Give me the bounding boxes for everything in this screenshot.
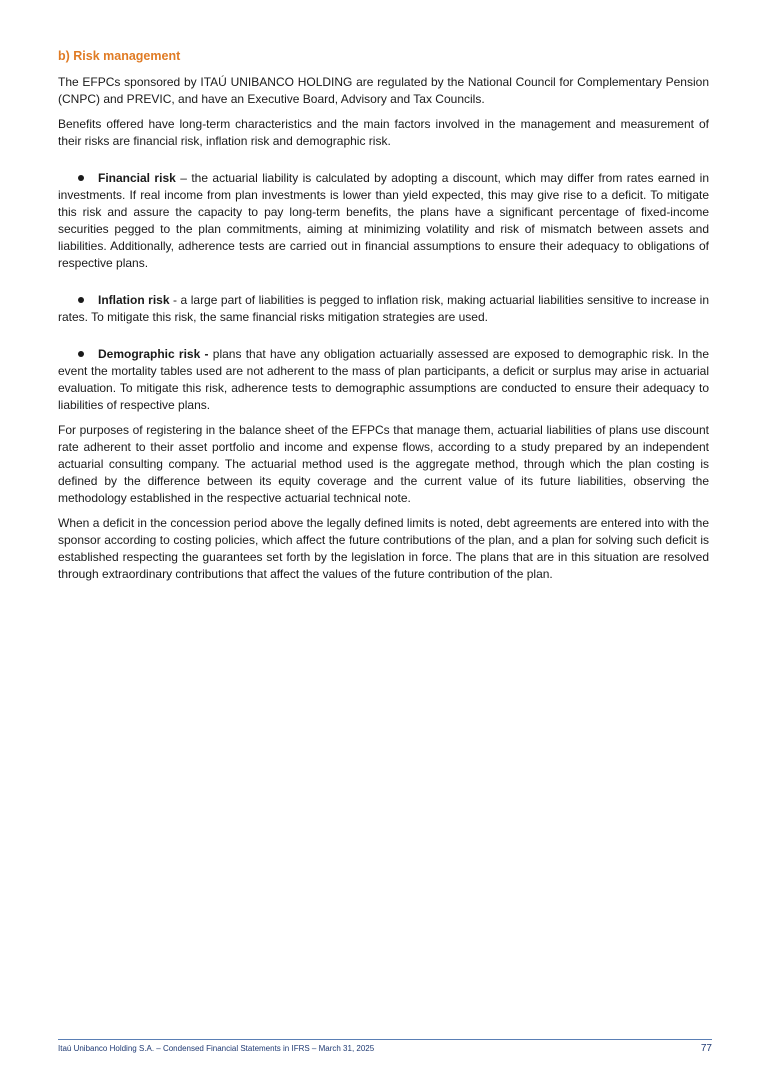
bullet-demographic-risk	[58, 346, 709, 414]
bullet-icon	[78, 297, 84, 303]
paragraph-regulation: The EFPCs sponsored by ITAÚ UNIBANCO HOLDING are regulated by the National Council for Complementary Pension (CNPC) and PREVIC, and have an Executive Board, Advisory and Tax Councils.	[58, 75, 709, 106]
paragraph-deficit: When a deficit in the concession period above the legally defined limits is noted, debt agreements are entered into with the sponsor according to costing policies, which affect the future contributions of the plan, and a plan for solving such deficit is established respecting the guarantees set forth by the legislation in force. The plans that are in this situation are resolved through extraordinary contributions that affect the values of the future contribution of the plan.	[58, 516, 709, 581]
bullet-term: Inflation risk	[98, 293, 170, 307]
bullet-text: – the actuarial liability is calculated by adopting a discount, which may differ from rates earned in investments. If real income from plan investments is lower than yield expected, this may give rise to a deficit. To mitigate this risk and assure the capacity to pay long-term benefits, the plans have a significant percentage of fixed-income securities pegged to the plan commitments, aiming at minimizing volatility and risk of mismatch between assets and liabilities. Additionally, adherence tests are carried out in financial assumptions to ensure their adequacy to obligations of respective plans.	[58, 171, 710, 270]
footer-document-title: Itaú Unibanco Holding S.A. – Condensed Financial Statements in IFRS – March 31, 2025	[58, 1044, 375, 1053]
section-title: b) Risk management	[58, 49, 181, 63]
document-page	[58, 48, 709, 591]
page-footer	[58, 1039, 712, 1054]
bullet-text: - a large part of liabilities is pegged to inflation risk, making actuarial liabilities sensitive to increase in rates. To mitigate this risk, the same financial risks mitigation strategies are used.	[58, 293, 710, 324]
bullet-text: plans that have any obligation actuarially assessed are exposed to demographic risk. In the event the mortality tables used are not adherent to the mass of plan participants, a deficit or surplus may arise in actuarial evaluation. To mitigate this risk, adherence tests to demographic assumptions are conducted to ensure their adequacy to liabilities of respective plans.	[58, 347, 709, 412]
page-number: 77	[700, 1043, 712, 1054]
bullet-financial-risk	[58, 170, 709, 272]
bullet-term: Demographic risk -	[98, 347, 209, 361]
bullet-icon	[78, 175, 84, 181]
bullet-term: Financial risk	[98, 171, 176, 185]
bullet-inflation-risk	[58, 292, 709, 326]
paragraph-balance-sheet: For purposes of registering in the balance sheet of the EFPCs that manage them, actuarial liabilities of plans use discount rate adherent to their asset portfolio and income and expense flows, according to a study prepared by an independent actuarial consulting company. The actuarial method used is the aggregate method, through which the plan costing is defined by the difference between its equity coverage and the current value of its future liabilities, observing the methodology established in the respective actuarial technical note.	[58, 423, 709, 505]
bullet-icon	[78, 351, 84, 357]
paragraph-benefits: Benefits offered have long-term characteristics and the main factors involved in the management and measurement of their risks are financial risk, inflation risk and demographic risk.	[58, 117, 709, 148]
